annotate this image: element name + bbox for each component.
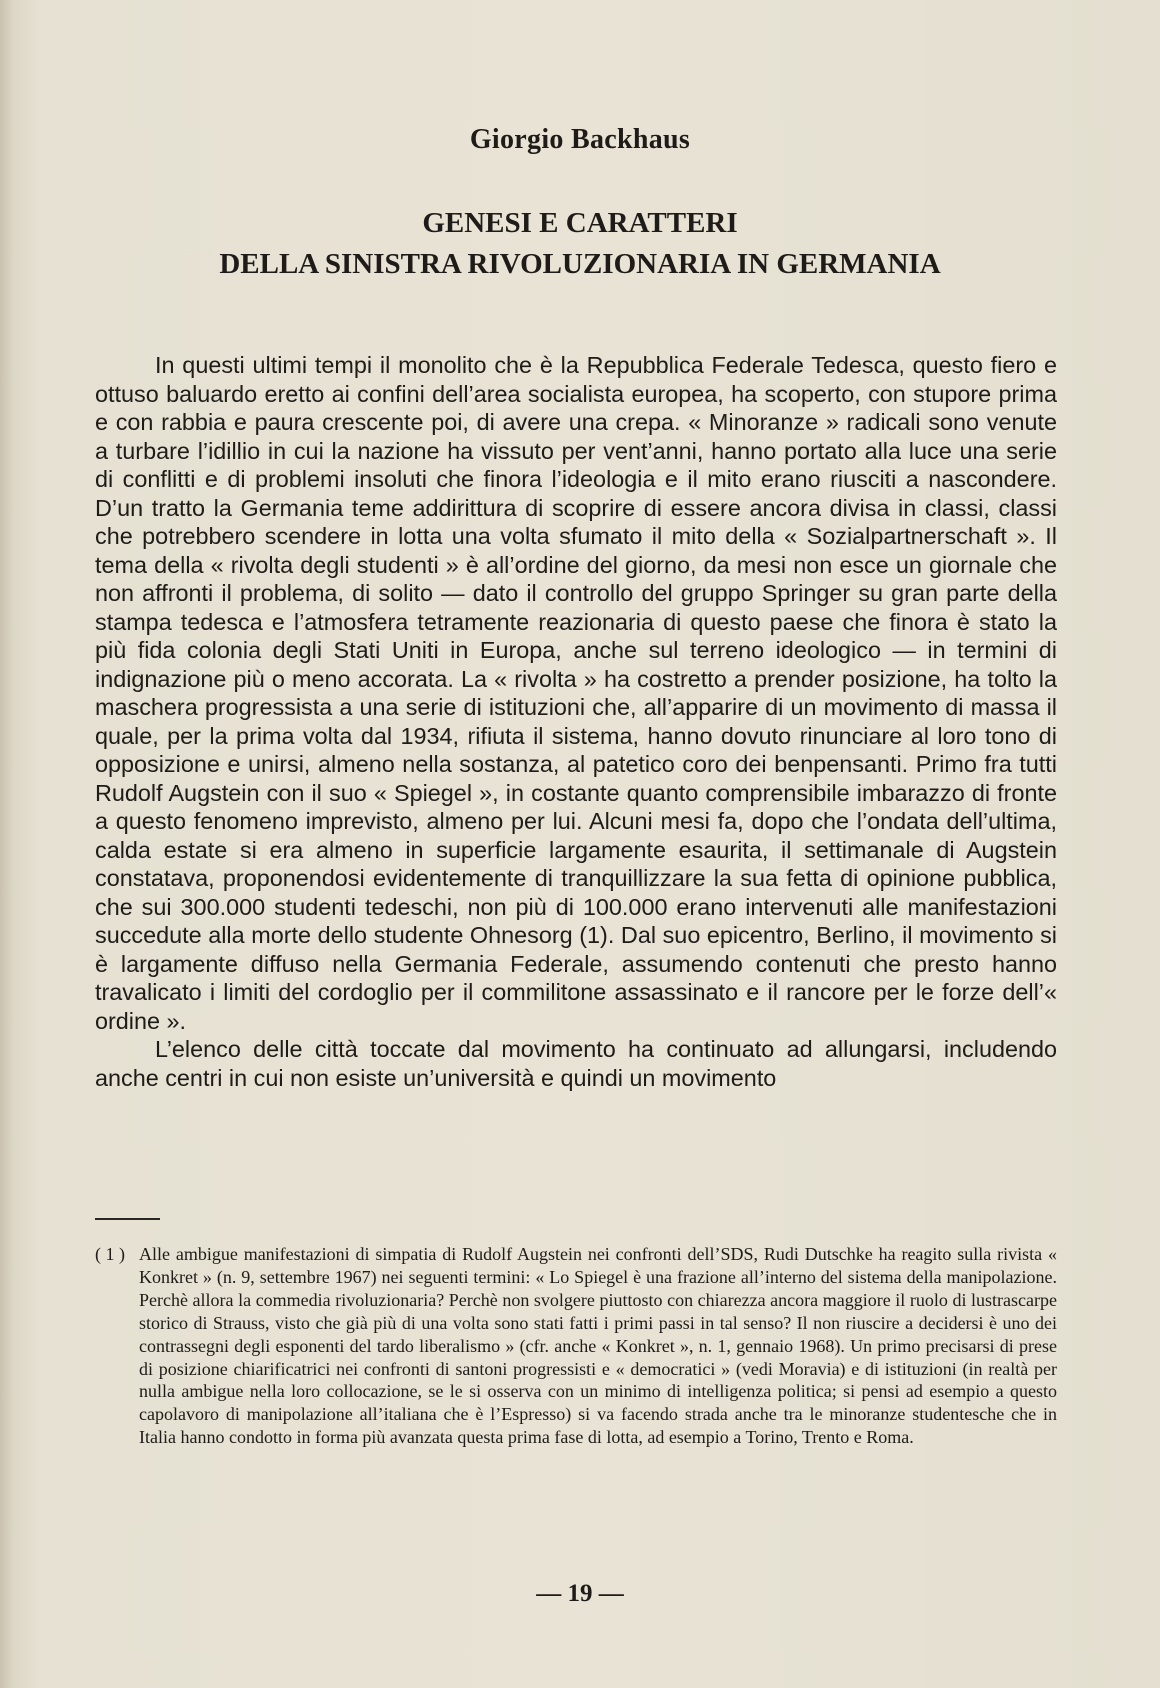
- footnote-divider: [95, 1218, 160, 1220]
- author-name: Giorgio Backhaus: [469, 124, 691, 155]
- footnote: [95, 1243, 1057, 1449]
- article-body: [95, 351, 1057, 1092]
- article-title-line-2: DELLA SINISTRA RIVOLUZIONARIA IN GERMANIA: [219, 248, 941, 280]
- body-paragraph: In questi ultimi tempi il monolito che è la Repubblica Federale Tedesca, questo fiero e ottuso baluardo eretto ai confini dell’area socialista europea, ha scoperto, con stupore prima e con rabbia e paura crescente poi, di avere una crepa. « Minoranze » radicali sono venute a turbare l’idillio in cui la nazione ha vissuto per vent’anni, hanno portato alla luce una serie di conflitti e di problemi insoluti che finora l’ideologia e il mito erano riusciti a nascondere. D’un tratto la Germania teme addirittura di scoprire di essere ancora divisa in classi, classi che potrebbero scendere in lotta una volta sfumato il mito della « Sozialpartnerschaft ». Il tema della « rivolta degli studenti » è all’ordine del giorno, da mesi non esce un giornale che non affronti il problema, di solito — dato il controllo del gruppo Springer su gran parte della stampa tedesca e l’atmosfera tetramente reazionaria di questo paese che finora è stato la più fida colonia degli Stati Uniti in Europa, anche sul terreno ideologico — in termini di indignazione più o meno accorata. La « rivolta » ha costretto a prender posizione, ha tolto la maschera progressista a una serie di istituzioni che, all’apparire di un movimento di massa il quale, per la prima volta dal 1934, rifiuta il sistema, hanno dovuto rinunciare al loro tono di opposizione e unirsi, almeno nella sostanza, al patetico coro dei benpensanti. Primo fra tutti Rudolf Augstein con il suo « Spiegel », in costante quanto comprensibile imbarazzo di fronte a questo fenomeno imprevisto, almeno per lui. Alcuni mesi fa, dopo che l’ondata dell’ultima, calda estate si era almeno in superficie largamente esaurita, il settimanale di Augstein constatava, proponendosi evidentemente di tranquillizzare la sua fetta di opinione pubblica, che sui 300.000 studenti tedeschi, non più di 100.000 erano intervenuti alle manifestazioni succedute alla morte dello studente Ohnesorg (1). Dal suo epicentro, Berlino, il movimento si è largamente diffuso nella Germania Federale, assumendo contenuti che presto hanno travalicato i limiti del cordoglio per il commilitone assassinato e il rancore per le forze dell’« ordine ».: [95, 352, 1057, 1034]
- footnote-text: Alle ambigue manifestazioni di simpatia di Rudolf Augstein nei confronti dell’SDS, Rudi Dutschke ha reagito sulla rivista « Konkret » (n. 9, settembre 1967) nei seguenti termini: « Lo Spiegel è una frazione all’interno del sistema della manipolazione. Perchè allora la commedia rivoluzionaria? Perchè non svolgere piuttosto con chiarezza ancora maggiore il ruolo di lustrascarpe storico di Strauss, visto che già più di una volta sono stati fatti i primi passi in tal senso? Il non riuscire a decidersi è uno dei contrassegni degli esponenti del tardo liberalismo » (cfr. anche « Konkret », n. 1, gennaio 1968). Un primo precisarsi di prese di posizione chiarificatrici nei confronti di santoni progressisti e « democratici » (vedi Moravia) e di istituzioni (in realtà per nulla ambigue nella loro collocazione, se le si osserva con un minimo di intelligenza politica; si pensi ad esempio a questo capolavoro di manipolazione all’italiana che è l’Espresso) si va facendo strada anche tra le minoranze studentesche che in Italia hanno condotto in forma più avanzata questa prima fase di lotta, ad esempio a Torino, Trento e Roma.: [139, 1244, 1057, 1448]
- footnote-number: ( 1 ): [95, 1244, 125, 1264]
- footnotes: [95, 1243, 1057, 1449]
- body-paragraph: L’elenco delle città toccate dal movimento ha continuato ad allungarsi, includendo anche centri in cui non esiste un’università e quindi un movimento: [95, 1036, 1057, 1091]
- article-title-line-1: GENESI E CARATTERI: [422, 207, 738, 239]
- page-number: — 19 —: [536, 1580, 624, 1607]
